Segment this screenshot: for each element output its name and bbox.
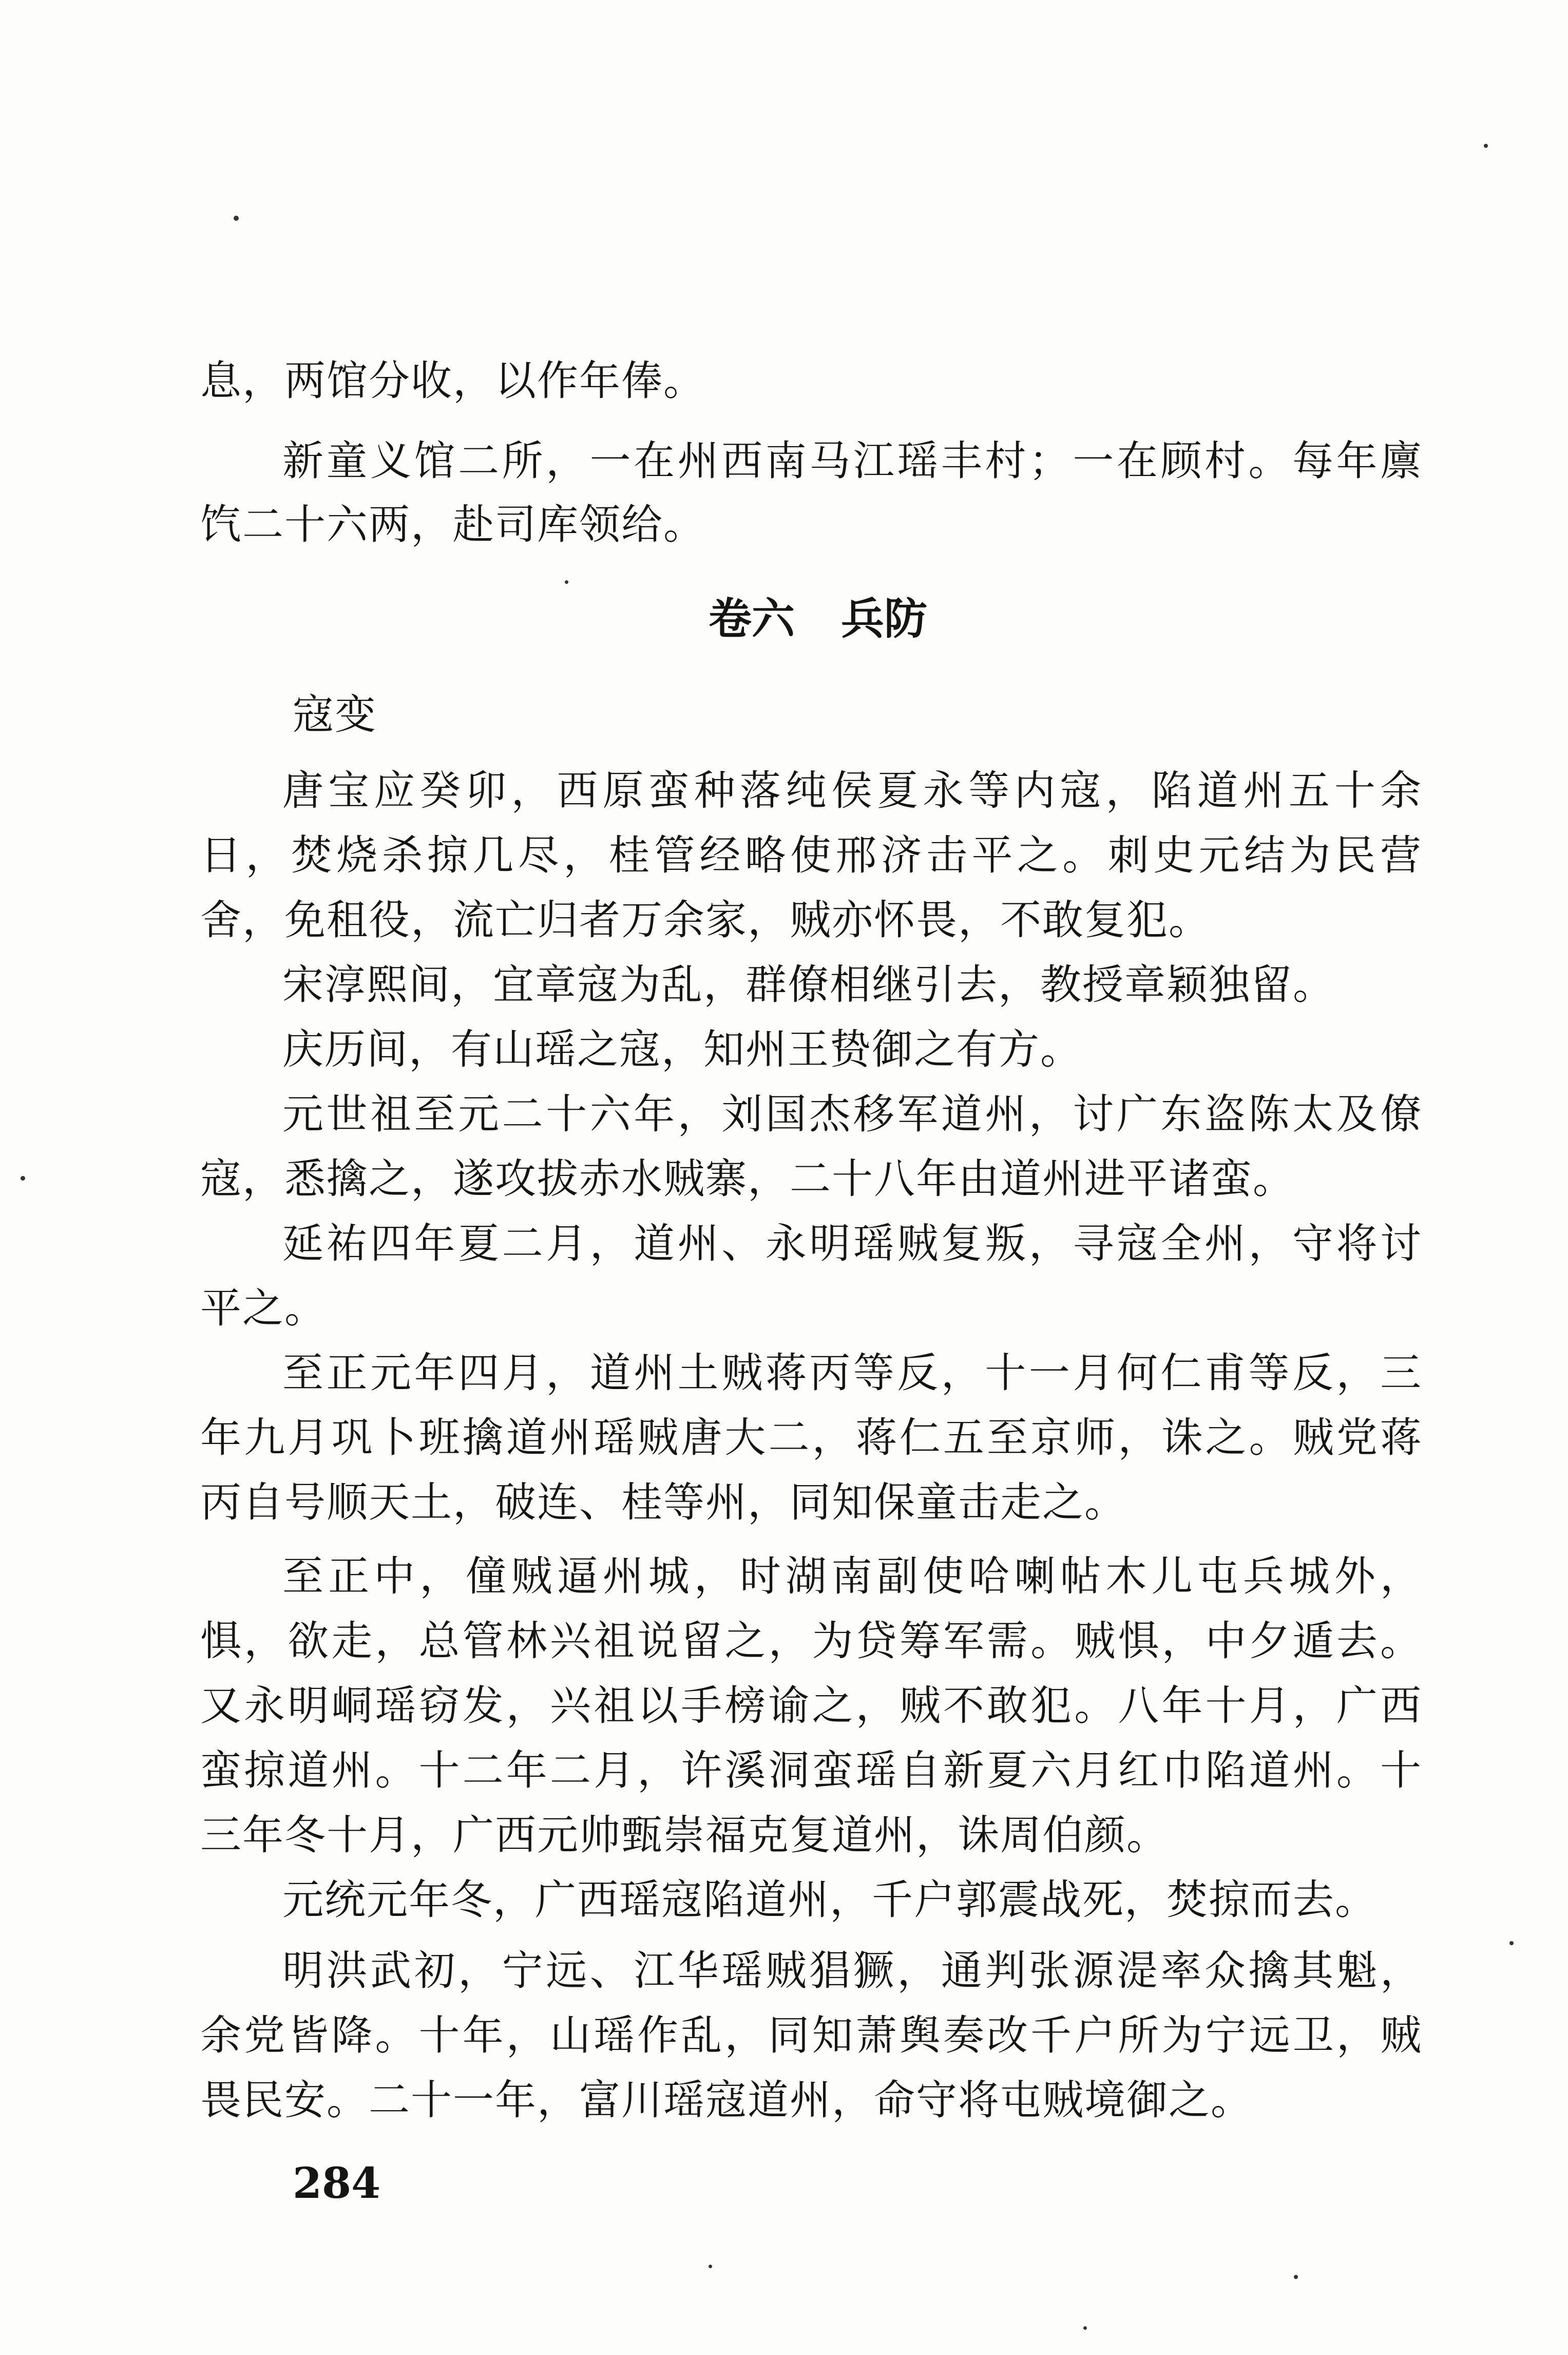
scan-speck [709, 2265, 712, 2268]
text-line-15: 年九月巩卜班擒道州瑶贼唐大二，蒋仁五至京师，诛之。贼党蒋 [200, 1414, 1422, 1461]
text-line-17: 至正中，僮贼逼州城，时湖南副使哈喇帖木儿屯兵城外， [282, 1552, 1422, 1600]
scan-speck [234, 216, 239, 221]
scan-speck [1484, 144, 1488, 148]
text-line-1: 息，两馆分收，以作年俸。 [200, 357, 705, 405]
text-line-11: 寇，悉擒之，遂攻拔赤水贼寨，二十八年由道州进平诸蛮。 [200, 1155, 1295, 1203]
text-line-8: 宋淳熙间，宜章寇为乱，群僚相继引去，教授章颖独留。 [282, 961, 1335, 1009]
scan-speck [1294, 2275, 1298, 2279]
subsection-heading: 寇变 [293, 691, 377, 738]
text-line-18: 惧，欲走，总管林兴祖说留之，为贷筹军需。贼惧，中夕遁去。 [200, 1617, 1422, 1665]
text-line-24: 余党皆降。十年，山瑶作乱，同知萧舆奏改千户所为宁远卫，贼 [200, 2011, 1422, 2059]
text-line-25: 畏民安。二十一年，富川瑶寇道州，命守将屯贼境御之。 [200, 2076, 1253, 2124]
text-line-3: 饩二十六两，赴司库领给。 [200, 501, 705, 548]
text-line-5: 唐宝应癸卯，西原蛮种落纯侯夏永等内寇，陷道州五十余 [282, 767, 1422, 814]
text-line-9: 庆历间，有山瑶之寇，知州王贽御之有方。 [282, 1025, 1082, 1073]
section-title: 兵防 [841, 593, 928, 644]
text-line-13: 平之。 [200, 1284, 327, 1332]
scan-speck [1083, 2326, 1087, 2330]
text-line-19: 又永明峒瑶窃发，兴祖以手榜谕之，贼不敢犯。八年十月，广西 [200, 1682, 1422, 1730]
scan-speck [1509, 1941, 1514, 1945]
section-heading [709, 591, 927, 647]
text-line-16: 丙自号顺天土，破连、桂等州，同知保童击走之。 [200, 1478, 1126, 1526]
text-line-14: 至正元年四月，道州土贼蒋丙等反，十一月何仁甫等反，三 [282, 1349, 1422, 1397]
volume-label: 卷六 [709, 593, 795, 644]
text-line-23: 明洪武初，宁远、江华瑶贼猖獗，通判张源湜率众擒其魁， [282, 1947, 1422, 1995]
text-line-10: 元世祖至元二十六年，刘国杰移军道州，讨广东盗陈太及僚 [282, 1090, 1422, 1138]
scan-speck [565, 580, 568, 584]
text-line-7: 舍，免租役，流亡归者万余家，贼亦怀畏，不敢复犯。 [200, 896, 1211, 944]
text-line-2: 新童义馆二所，一在州西南马江瑶丰村；一在顾村。每年廪 [282, 437, 1422, 485]
scan-speck [21, 1176, 25, 1181]
text-line-6: 日，焚烧杀掠几尽，桂管经略使邢济击平之。刺史元结为民营 [200, 831, 1422, 879]
text-line-20: 蛮掠道州。十二年二月，许溪洞蛮瑶自新夏六月红巾陷道州。十 [200, 1746, 1422, 1794]
page-number: 284 [293, 2159, 381, 2208]
text-line-21: 三年冬十月，广西元帅甄崇福克复道州，诛周伯颜。 [200, 1811, 1169, 1859]
text-line-12: 延祐四年夏二月，道州、永明瑶贼复叛，寻寇全州，守将讨 [282, 1220, 1422, 1267]
text-line-22: 元统元年冬，广西瑶寇陷道州，千户郭震战死，焚掠而去。 [282, 1876, 1377, 1924]
